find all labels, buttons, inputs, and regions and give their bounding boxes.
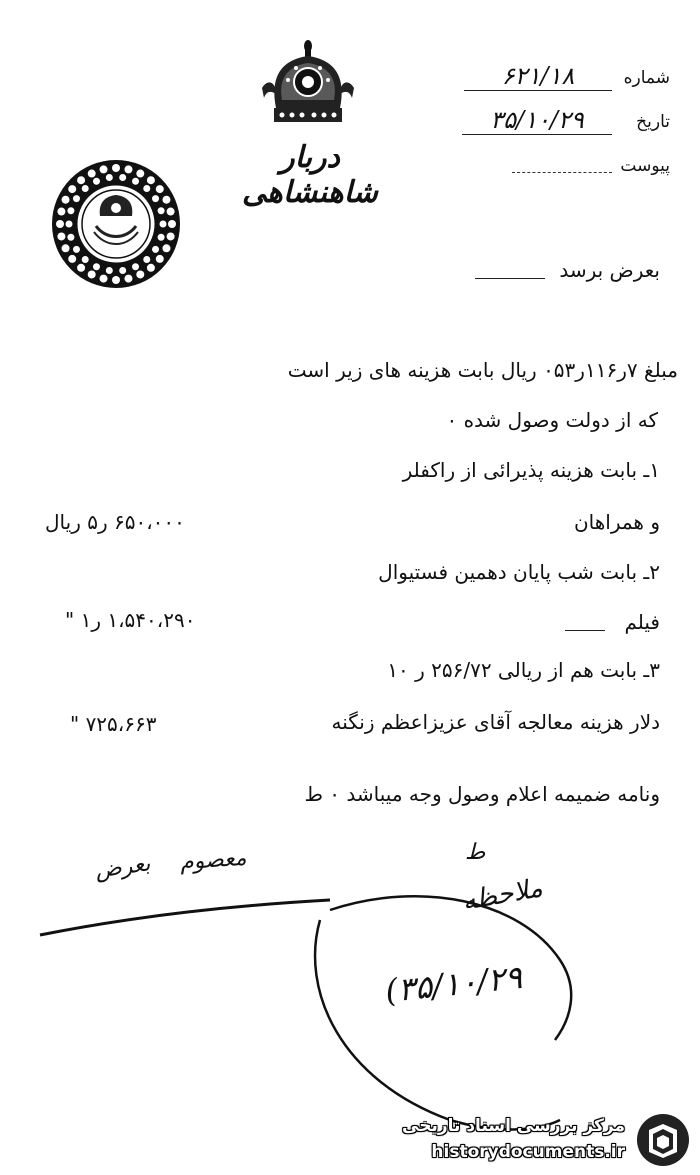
royal-seal [50,158,182,290]
seal-dot [119,174,126,181]
marginal-note-left: بعرض [93,851,152,884]
marginal-note-right: معصوم [179,845,248,876]
archive-footer [402,1110,695,1170]
seal-dot [152,195,159,202]
seal-dot [67,207,74,214]
seal-dot [158,207,165,214]
seal-dot [162,196,170,204]
seal-dot [68,185,76,193]
amount-1: ۶۵۰،۰۰۰ ر۵ ریال [45,510,185,534]
date-value: ۳۵/۱۰/۲۹ [462,106,612,135]
seal-dot [136,270,144,278]
seal-dot [158,234,165,241]
body-line-1: مبلغ ۷ر۱۱۶ر۰۵۳ ریال بابت هزینه های زیر است [287,358,678,382]
seal-dot [168,220,176,228]
seal-dot [147,176,155,184]
amount-2: ۱،۵۴۰،۲۹۰ ر۱ " [65,608,196,632]
seal-dot [88,270,96,278]
archive-logo [635,1112,691,1168]
archive-site: historydocuments.ir [431,1142,625,1162]
header-date-field [455,106,670,140]
seal-dot [136,170,144,178]
amount-3: ۷۲۵،۶۶۳ " [70,712,157,736]
seal-dot [143,185,150,192]
seal-dot [147,264,155,272]
seal-dot [57,232,65,240]
seal-dot [132,263,139,270]
handwritten-initial: ط [465,840,486,865]
seal-dot [66,221,73,228]
seal-dot [68,255,76,263]
seal-dot [57,208,65,216]
seal-dot [132,178,139,185]
seal-dot [160,221,167,228]
body-line-8: دلار هزینه معالجه آقای عزیزاعظم زنگنه [331,710,660,734]
archive-org-name: مرکز بررسی اسناد تاریخی [402,1116,625,1136]
seal-dot [112,164,120,172]
seal-dot [73,246,80,253]
seal-dot [62,196,70,204]
number-value: ۶۲۱/۱۸ [464,62,612,91]
seal-dot [88,170,96,178]
seal-dot [73,195,80,202]
body-line-5: ۲ـ بابت شب پایان دهمین فستیوال [378,560,660,584]
body-line-7: ۳ـ بابت هم از ریالی ۲۵۶/۷۲ ر ۱۰ [387,658,660,682]
header-number-field [455,62,670,94]
seal-dot [156,255,164,263]
seal-dot [100,275,108,283]
seal-dot [62,244,70,252]
handwritten-date: (۳۵/۱۰/۲۹ [383,957,524,1011]
seal-dot [56,220,64,228]
seal-dot [124,165,132,173]
body-line-2: که از دولت وصول شده ۰ [446,408,658,432]
body-line-4: و همراهان [573,510,660,534]
seal-dot [143,256,150,263]
seal-dot [82,256,89,263]
film-dash [565,630,605,631]
attachment-line [512,172,612,173]
crown-emblem [258,38,358,128]
seal-dot [167,208,175,216]
body-line-3: ۱ـ بابت هزینه پذیرائی از راکفلر [402,458,660,482]
seal-dot [106,267,113,274]
seal-dot [112,276,120,284]
seal-dot [82,185,89,192]
seal-dot [67,234,74,241]
header-attachment-field [455,150,670,180]
salutation: بعرض برسد [559,258,660,282]
seal-dot [77,264,85,272]
date-label: تاریخ [636,112,670,132]
seal-dot [77,176,85,184]
body-line-9: ونامه ضمیمه اعلام وصول وجه میباشد ۰ ط [304,782,660,806]
number-label: شماره [623,68,670,88]
handwritten-paraph: ملاحظه [460,873,545,917]
seal-dot [156,185,164,193]
seal-dot [106,174,113,181]
seal-dot [93,178,100,185]
seal-dot [119,267,126,274]
seal-dot [124,275,132,283]
seal-dot [152,246,159,253]
seal-dot [100,165,108,173]
attachment-label: پیوست [620,156,670,176]
seal-dot [162,244,170,252]
salutation-dash [475,278,545,279]
body-line-6: فیلم [624,610,660,634]
court-title: دربار شاهنشاهی [242,140,378,210]
seal-dot [167,232,175,240]
seal-dot [93,263,100,270]
